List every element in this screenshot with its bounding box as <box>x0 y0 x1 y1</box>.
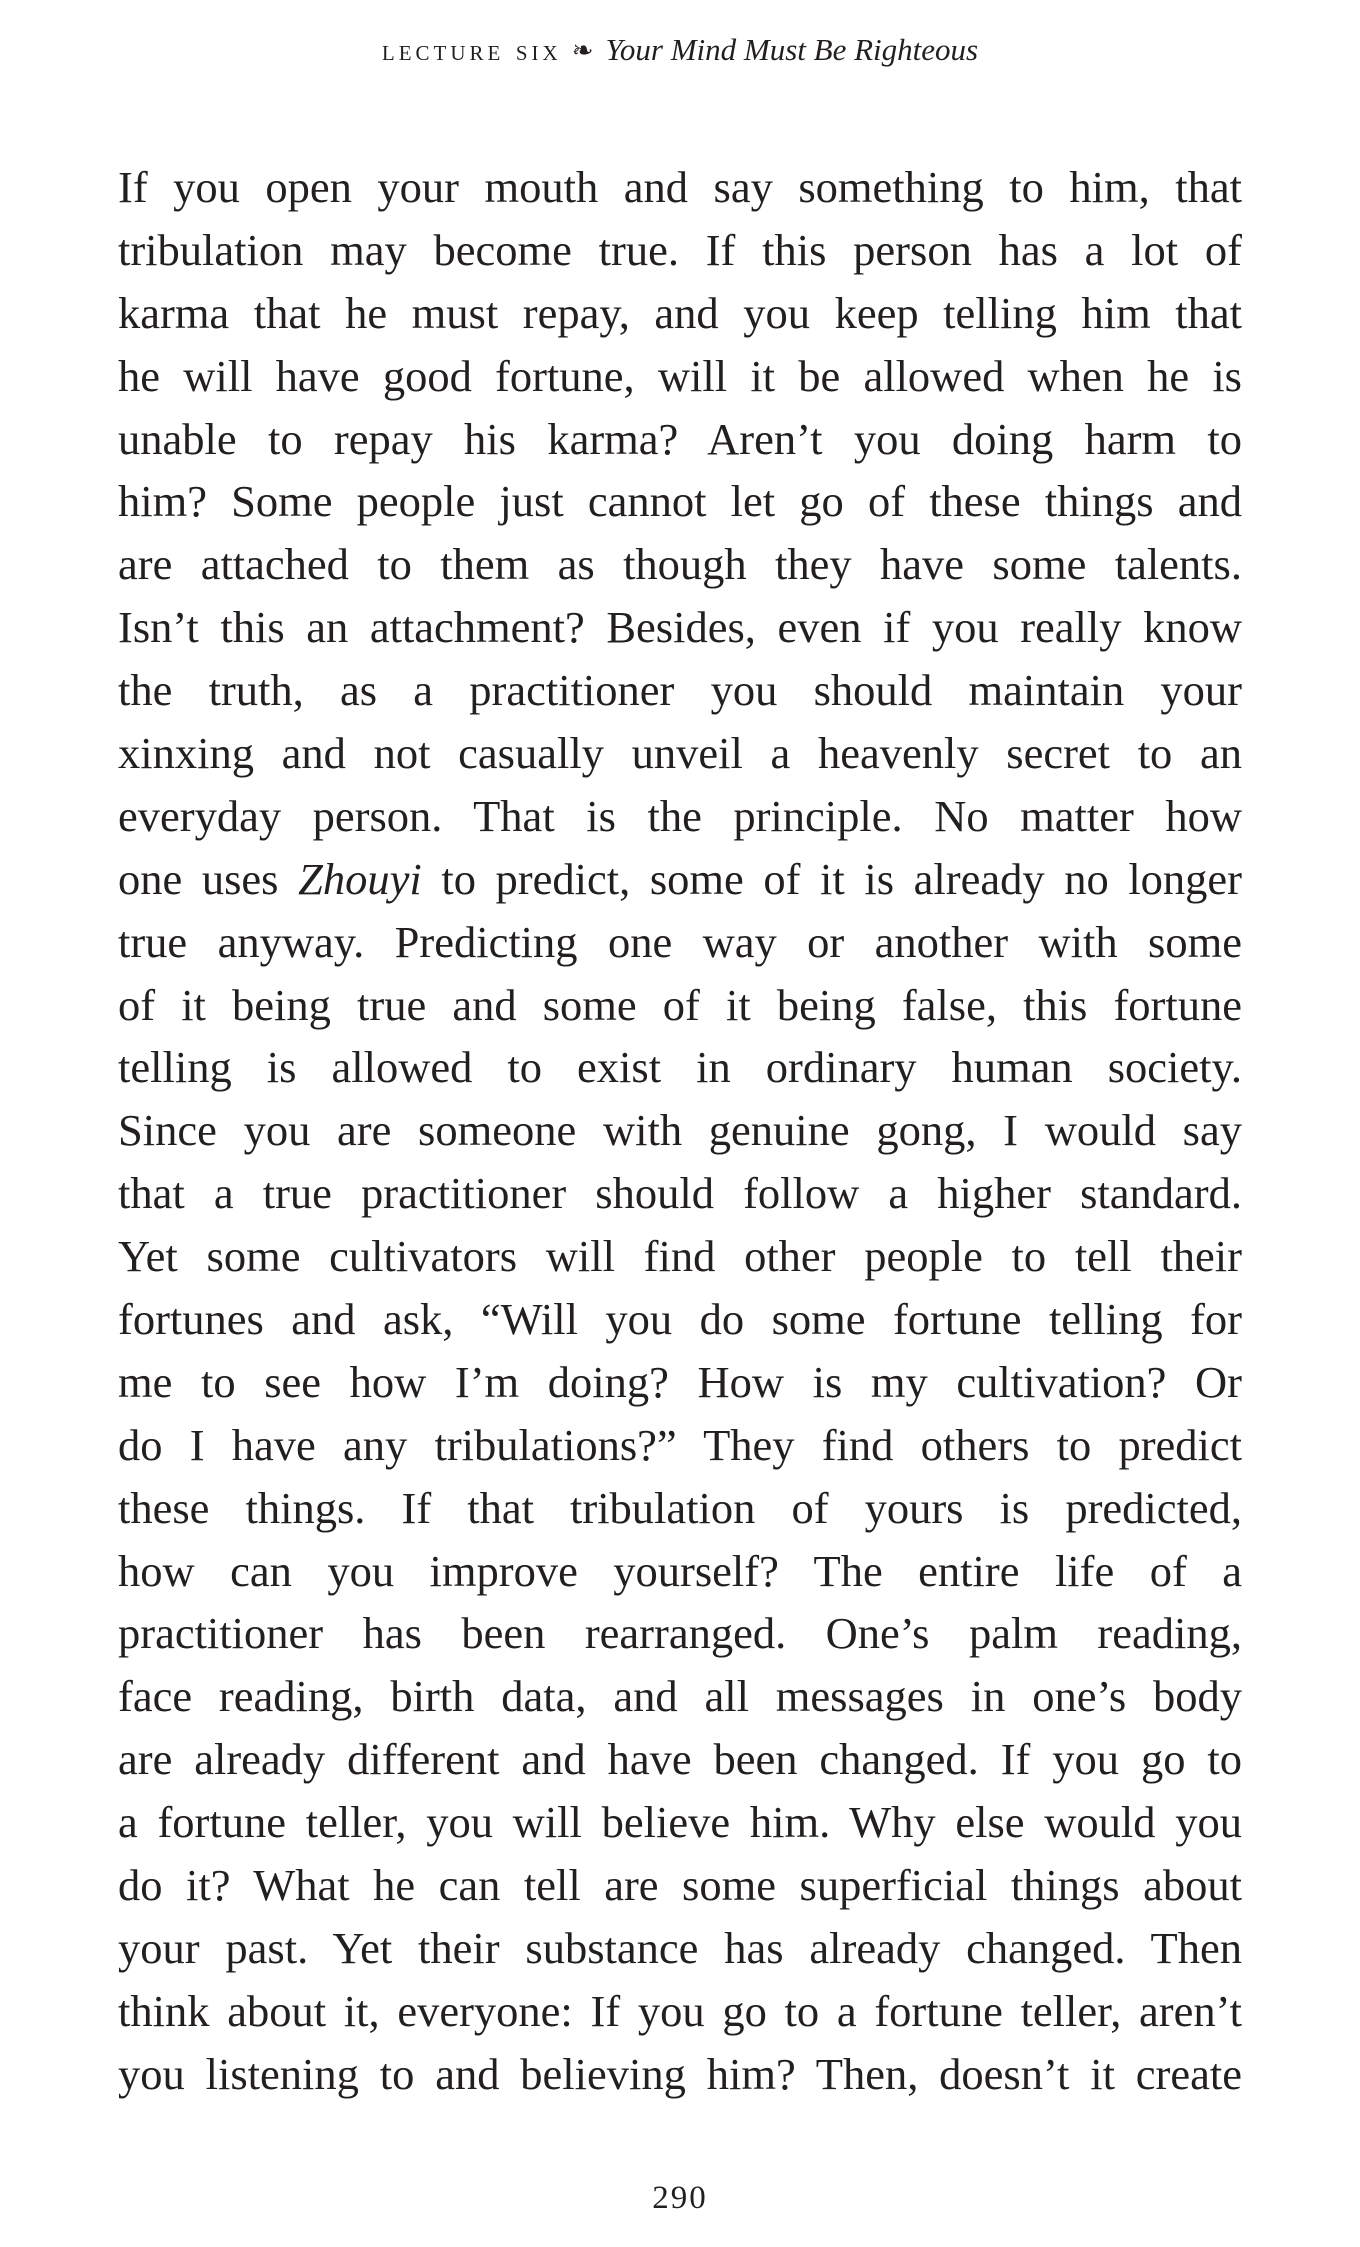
text-line: karma that he must repay, and you keep telling him that <box>118 287 1242 338</box>
text-line: xinxing and not casually unveil a heavenly secret to an <box>118 728 1242 779</box>
text-line: true anyway. Predicting one way or another with some <box>118 916 1242 967</box>
header-section-label: lecture six <box>381 34 562 67</box>
text-line: do I have any tribulations?” They find others to predict <box>118 1419 1242 1470</box>
text-line: tribulation may become true. If this person has a lot of <box>118 224 1242 275</box>
text-line: fortunes and ask, “Will you do some fortune telling for <box>118 1294 1242 1345</box>
text-line: practitioner has been rearranged. One’s palm reading, <box>118 1608 1242 1659</box>
text-segment: to predict, some of it is already no longer <box>421 853 1242 904</box>
text-line: unable to repay his karma? Aren’t you doing harm to <box>118 413 1242 464</box>
text-line: he will have good fortune, will it be allowed when he is <box>118 350 1242 401</box>
text-line: a fortune teller, you will believe him. Why else would you <box>118 1797 1242 1848</box>
text-line: do it? What he can tell are some superficial things about <box>118 1860 1242 1911</box>
text-line: your past. Yet their substance has already changed. Then <box>118 1922 1242 1973</box>
italic-term: Zhouyi <box>298 853 422 904</box>
text-line: think about it, everyone: If you go to a fortune teller, aren’t <box>118 1985 1242 2036</box>
text-line: telling is allowed to exist in ordinary human society. <box>118 1042 1242 1093</box>
header-chapter-title: Your Mind Must Be Righteous <box>605 32 979 67</box>
text-line: me to see how I’m doing? How is my cultivation? Or <box>118 1356 1242 1407</box>
text-segment: one uses <box>118 853 299 904</box>
text-line: Yet some cultivators will find other people to tell their <box>118 1231 1242 1282</box>
text-line: are attached to them as though they have some talents. <box>118 539 1242 590</box>
text-line: that a true practitioner should follow a higher standard. <box>118 1168 1242 1219</box>
body-text <box>118 156 1242 2106</box>
text-line: If you open your mouth and say something to him, that <box>118 162 1242 212</box>
fleuron-icon: ❧ <box>571 36 594 65</box>
text-line: these things. If that tribulation of yours is predicted, <box>118 1482 1242 1533</box>
text-line: are already different and have been changed. If you go to <box>118 1734 1242 1785</box>
text-line: the truth, as a practitioner you should maintain your <box>118 665 1242 716</box>
text-line: Isn’t this an attachment? Besides, even if you really know <box>118 602 1242 653</box>
text-line: Since you are someone with genuine gong, I would say <box>118 1105 1242 1156</box>
text-line: you listening to and believing him? Then, doesn’t it create <box>118 2048 1242 2099</box>
page-number: 290 <box>652 2180 708 2216</box>
text-line: everyday person. That is the principle. No matter how <box>118 790 1242 841</box>
text-line <box>118 848 1242 911</box>
text-line: face reading, birth data, and all messages in one’s body <box>118 1671 1242 1722</box>
text-line: of it being true and some of it being false, this fortune <box>118 979 1242 1030</box>
text-line: him? Some people just cannot let go of these things and <box>118 476 1242 527</box>
running-header <box>0 30 1360 71</box>
text-line: how can you improve yourself? The entire life of a <box>118 1545 1242 1596</box>
